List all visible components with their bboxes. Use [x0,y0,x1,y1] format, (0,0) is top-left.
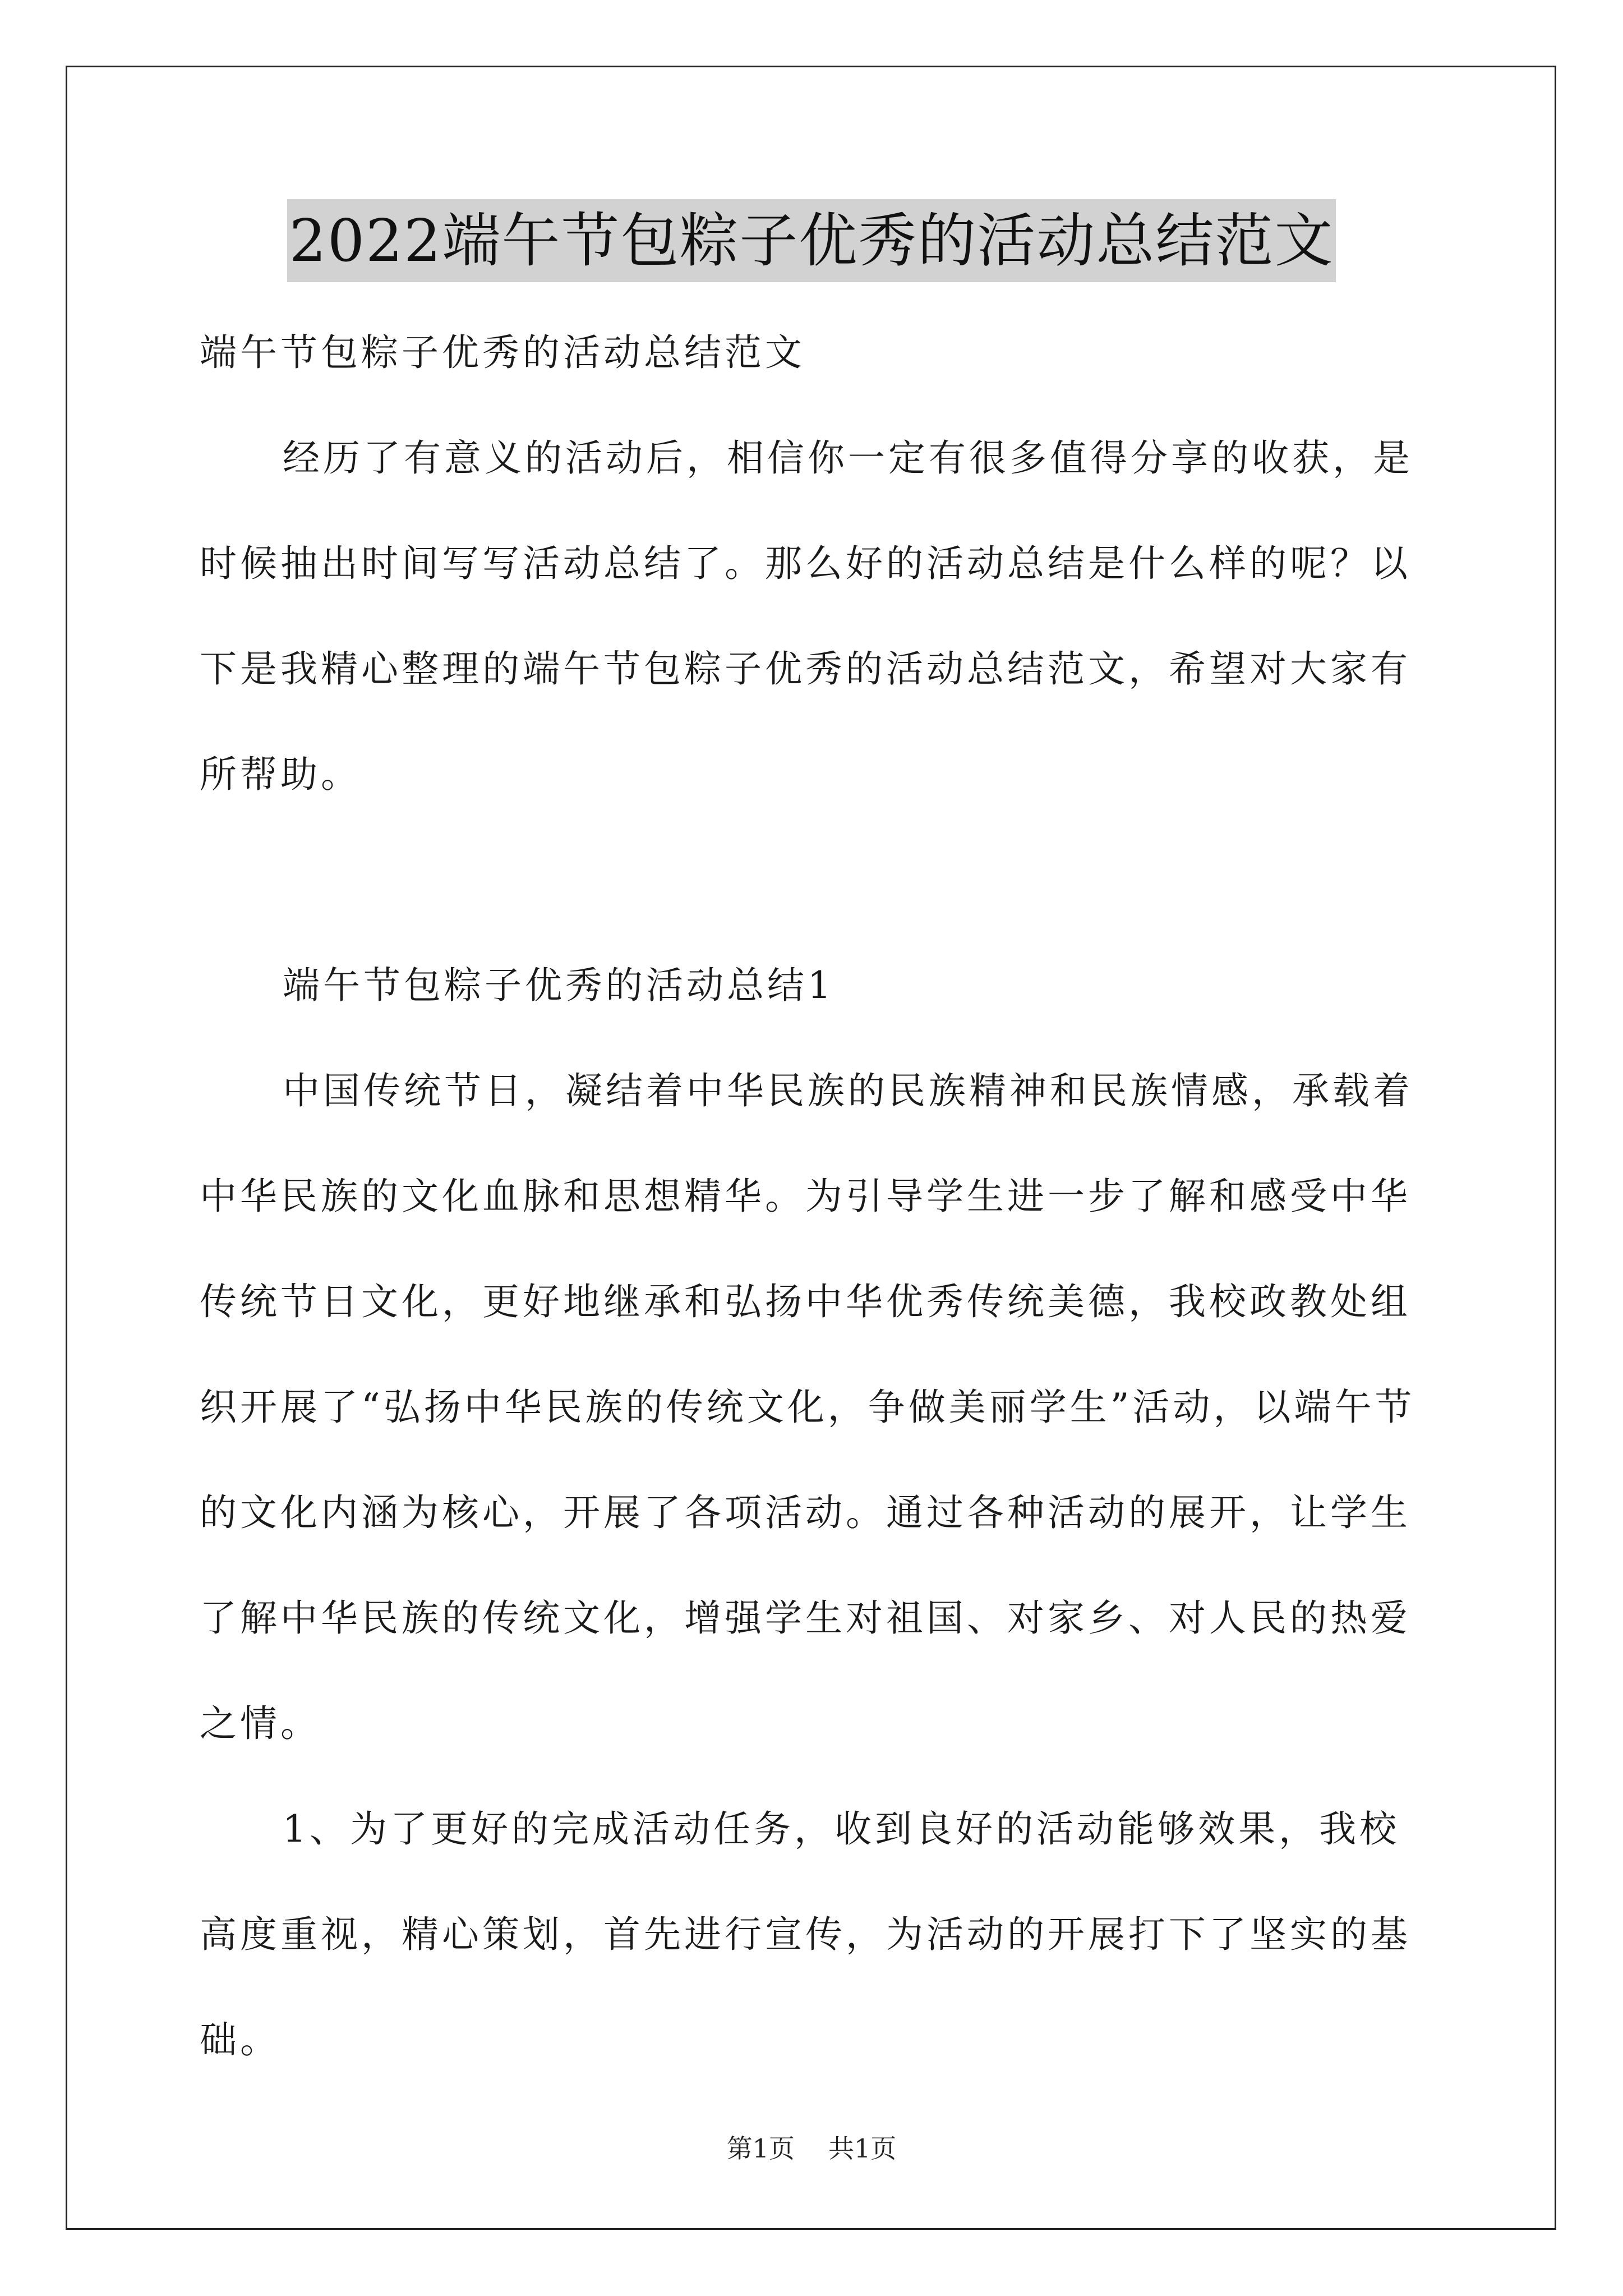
section-heading: 端午节包粽子优秀的活动总结1 [283,964,834,1007]
section-paragraph-2: 1、为了更好的完成活动任务，收到良好的活动能够效果，我校高度重视，精心策划，首先进行宣传，为活动的开展打下了坚实的基础。 [200,1807,1411,2062]
intro-paragraph: 经历了有意义的活动后，相信你一定有很多值得分享的收获，是时候抽出时间写写活动总结了。那么好的活动总结是什么样的呢？以下是我精心整理的端午节包粽子优秀的活动总结范文，希望对大家有所帮助。 [200,436,1413,796]
document-body [200,300,1433,2093]
page-total: 共1页 [828,2133,897,2164]
paragraph-gap [200,827,1433,933]
page-number: 第1页 [726,2133,795,2164]
section-paragraph-1: 中国传统节日，凝结着中华民族的民族精神和民族情感，承载着中华民族的文化血脉和思想精华。为引导学生进一步了解和感受中华传统节日文化，更好地继承和弘扬中华优秀传统美德，我校政教处组织开展了“弘扬中华民族的传统文化，争做美丽学生”活动，以端午节的文化内涵为核心，开展了各项活动。通过各种活动的展开，让学生了解中华民族的传统文化，增强学生对祖国、对家乡、对人民的热爱之情。 [200,1069,1415,1745]
title-container [0,199,1623,282]
page-footer [0,2132,1623,2165]
document-title: 2022端午节包粽子优秀的活动总结范文 [287,199,1336,282]
document-subtitle: 端午节包粽子优秀的活动总结范文 [200,331,805,374]
